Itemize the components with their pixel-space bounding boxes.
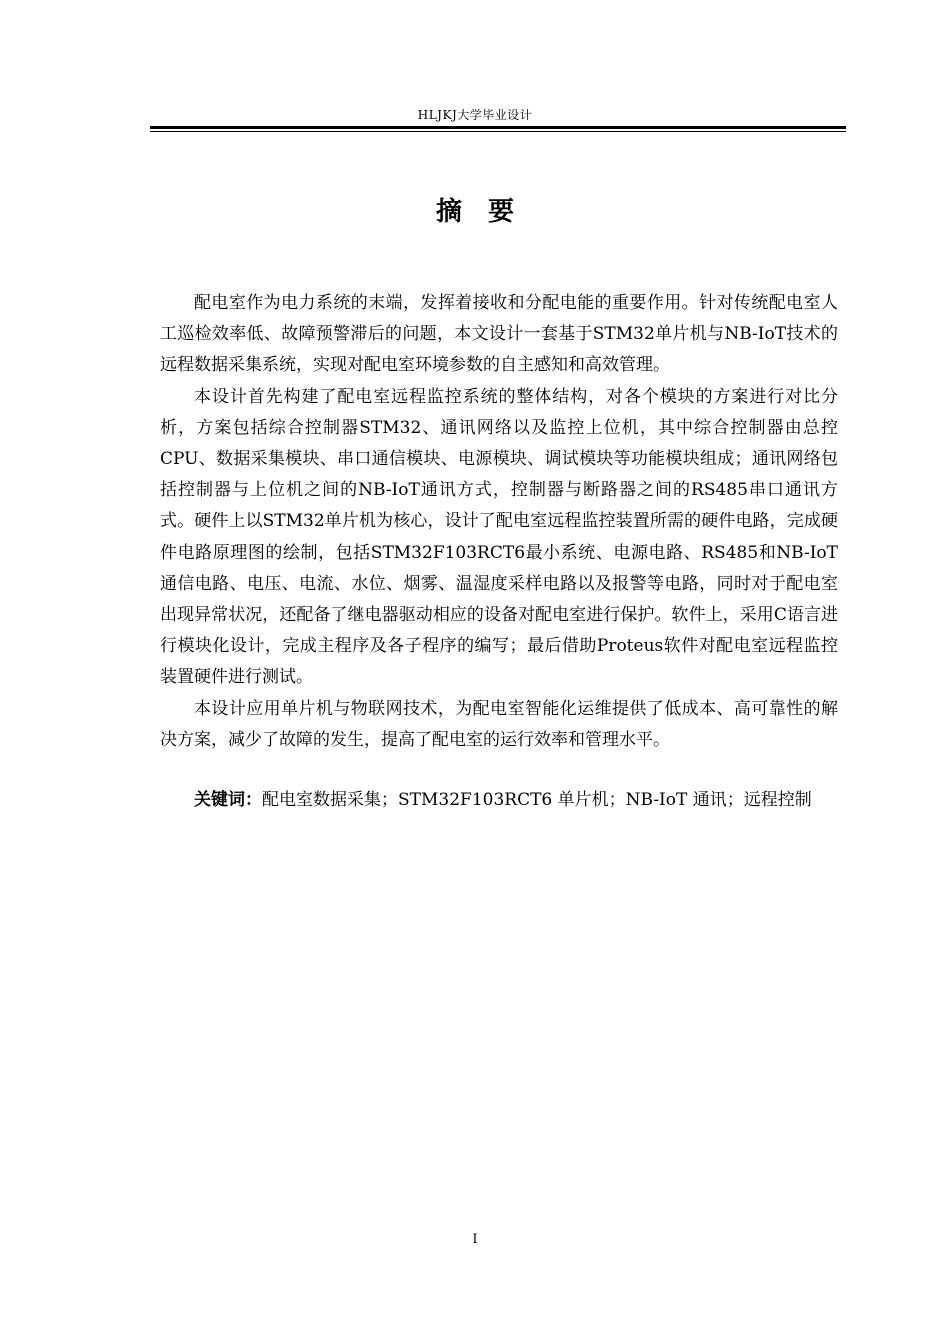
- page-number: I: [472, 1232, 478, 1247]
- abstract-body: [160, 288, 838, 756]
- abstract-paragraph-3: 本设计应用单片机与物联网技术，为配电室智能化运维提供了低成本、高可靠性的解决方案，减少了故障的发生，提高了配电室的运行效率和管理水平。: [160, 698, 838, 750]
- abstract-paragraph-2: 本设计首先构建了配电室远程监控系统的整体结构，对各个模块的方案进行对比分析，方案包括综合控制器STM32、通讯网络以及监控上位机，其中综合控制器由总控 CPU、数据采集模块、串口通信模块、电源模块、调试模块等功能模块组成；通讯网络包括控制器与上位机之间的NB-IoT通讯方式，控制器与断路器之间的RS485串口通讯方式。硬件上以STM32单片机为核心，设计了配电室远程监控装置所需的硬件电路，完成硬件电路原理图的绘制，包括STM32F103RCT6最小系统、电源电路、RS485和NB-IoT通信电路、电压、电流、水位、烟雾、温湿度采样电路以及报警等电路，同时对于配电室出现异常状况，还配备了继电器驱动相应的设备对配电室进行保护。软件上，采用C语言进行模块化设计，完成主程序及各子程序的编写；最后借助Proteus软件对配电室远程监控装置硬件进行测试。: [160, 386, 838, 688]
- abstract-title: 摘 要: [435, 197, 514, 227]
- keywords-label: 关键词：: [194, 790, 262, 810]
- keywords-text: 配电室数据采集；STM32F103RCT6 单片机；NB-IoT 通讯；远程控制: [262, 790, 812, 810]
- keywords-line: [160, 785, 838, 816]
- abstract-paragraph-1: 配电室作为电力系统的末端，发挥着接收和分配电能的重要作用。针对传统配电室人工巡检效率低、故障预警滞后的问题，本文设计一套基于STM32单片机与NB-IoT技术的远程数据采集系统，实现对配电室环境参数的自主感知和高效管理。: [160, 293, 838, 376]
- header-rule-thin: [150, 131, 846, 132]
- header-rule-thick: [150, 126, 846, 129]
- running-header: HLJKJ大学毕业设计: [417, 108, 533, 122]
